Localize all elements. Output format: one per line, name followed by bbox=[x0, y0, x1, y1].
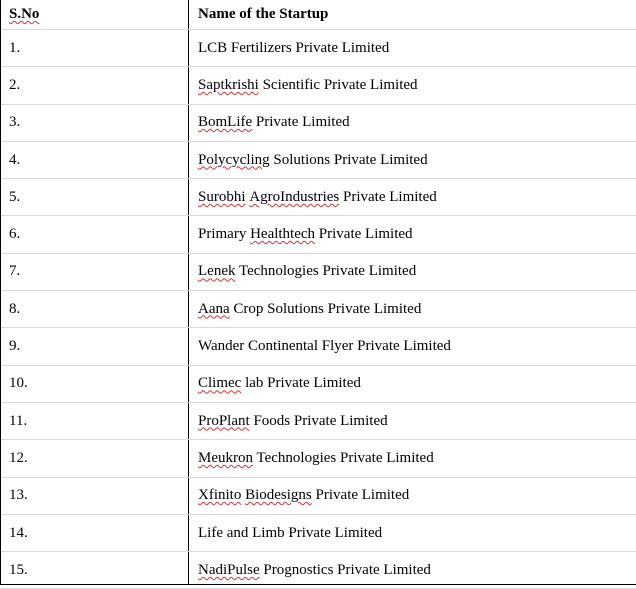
spellcheck-flagged-word: AgroIndustries bbox=[249, 188, 340, 205]
row-sno: 12. bbox=[9, 449, 28, 466]
row-startup-name bbox=[198, 440, 434, 476]
name-text: Private Limited bbox=[315, 226, 413, 243]
table-row bbox=[1, 67, 636, 104]
spellcheck-flagged-word: ProPlant bbox=[198, 412, 250, 429]
row-sno: 3. bbox=[9, 114, 21, 131]
row-startup-name bbox=[198, 366, 361, 402]
spellcheck-flagged-word: Climec bbox=[198, 375, 242, 392]
row-sno: 6. bbox=[9, 226, 21, 243]
row-startup-name bbox=[198, 552, 431, 588]
table-row bbox=[1, 291, 636, 328]
spellcheck-flagged-word: Surobhi bbox=[198, 188, 246, 205]
row-startup-name bbox=[198, 254, 416, 290]
spellcheck-flagged-word: Biodesigns bbox=[245, 487, 312, 504]
row-sno: 5. bbox=[9, 188, 21, 205]
header-name: Name of the Startup bbox=[198, 6, 329, 22]
row-sno: 9. bbox=[9, 338, 21, 355]
table-row bbox=[1, 254, 636, 291]
row-startup-name bbox=[198, 403, 388, 439]
name-text: Wander Continental Flyer Private Limited bbox=[198, 338, 451, 355]
name-text: Technologies Private Limited bbox=[235, 263, 417, 280]
row-startup-name bbox=[198, 515, 382, 551]
name-text: Private Limited bbox=[339, 188, 437, 205]
header-sno: S.No bbox=[9, 6, 40, 22]
row-startup-name bbox=[198, 105, 350, 141]
spellcheck-flagged-word: Lenek bbox=[198, 263, 236, 280]
row-sno: 10. bbox=[9, 375, 28, 392]
spellcheck-flagged-word: BomLife bbox=[198, 114, 253, 131]
spellcheck-flagged-word: Xfinito bbox=[198, 487, 242, 504]
table-row bbox=[1, 440, 636, 477]
name-text: Private Limited bbox=[252, 114, 350, 131]
row-startup-name bbox=[198, 179, 437, 215]
name-text: lab Private Limited bbox=[241, 375, 361, 392]
row-startup-name bbox=[198, 217, 413, 253]
row-sno: 1. bbox=[9, 39, 21, 56]
spellcheck-flagged-word: Aana bbox=[198, 300, 230, 317]
name-text: Technologies Private Limited bbox=[253, 449, 434, 466]
table-row bbox=[1, 515, 636, 552]
row-sno: 13. bbox=[9, 487, 28, 504]
name-text: Life and Limb Private Limited bbox=[198, 524, 383, 541]
row-sno: 4. bbox=[9, 151, 21, 168]
table-row bbox=[1, 142, 636, 179]
name-text: Crop Solutions Private Limited bbox=[229, 300, 422, 317]
name-text: Private Limited bbox=[311, 487, 410, 504]
table-row bbox=[1, 328, 636, 365]
name-text: Solutions Private Limited bbox=[269, 151, 428, 168]
table-row bbox=[1, 105, 636, 142]
row-startup-name bbox=[198, 478, 409, 514]
row-startup-name bbox=[198, 142, 428, 178]
row-startup-name bbox=[198, 291, 421, 327]
row-sno: 7. bbox=[9, 263, 21, 280]
row-startup-name bbox=[198, 328, 451, 364]
row-startup-name bbox=[198, 67, 418, 103]
table-row bbox=[1, 478, 636, 515]
table-row bbox=[1, 552, 636, 589]
row-sno: 14. bbox=[9, 524, 28, 541]
row-sno: 8. bbox=[9, 300, 21, 317]
header-row bbox=[1, 0, 636, 30]
name-text: Foods Private Limited bbox=[249, 412, 388, 429]
table-row bbox=[1, 366, 636, 403]
row-sno: 2. bbox=[9, 76, 21, 93]
table-row bbox=[1, 403, 636, 440]
table-row bbox=[1, 217, 636, 254]
spellcheck-flagged-word: Polycycling bbox=[198, 151, 270, 168]
spellcheck-flagged-word: Healthtech bbox=[250, 226, 316, 243]
row-startup-name bbox=[198, 30, 389, 66]
row-sno: 11. bbox=[9, 412, 28, 429]
table-row bbox=[1, 179, 636, 216]
table-row bbox=[1, 30, 636, 67]
name-text: Prognostics Private Limited bbox=[259, 561, 431, 578]
name-text: LCB Fertilizers Private Limited bbox=[198, 39, 390, 56]
name-text: Scientific Private Limited bbox=[258, 76, 418, 93]
spellcheck-flagged-word: Meukron bbox=[198, 449, 253, 466]
spellcheck-flagged-word: NadiPulse bbox=[198, 561, 260, 578]
name-text: Primary bbox=[198, 226, 251, 243]
row-sno: 15. bbox=[9, 561, 28, 578]
spellcheck-flagged-word: Saptkrishi bbox=[198, 76, 259, 93]
